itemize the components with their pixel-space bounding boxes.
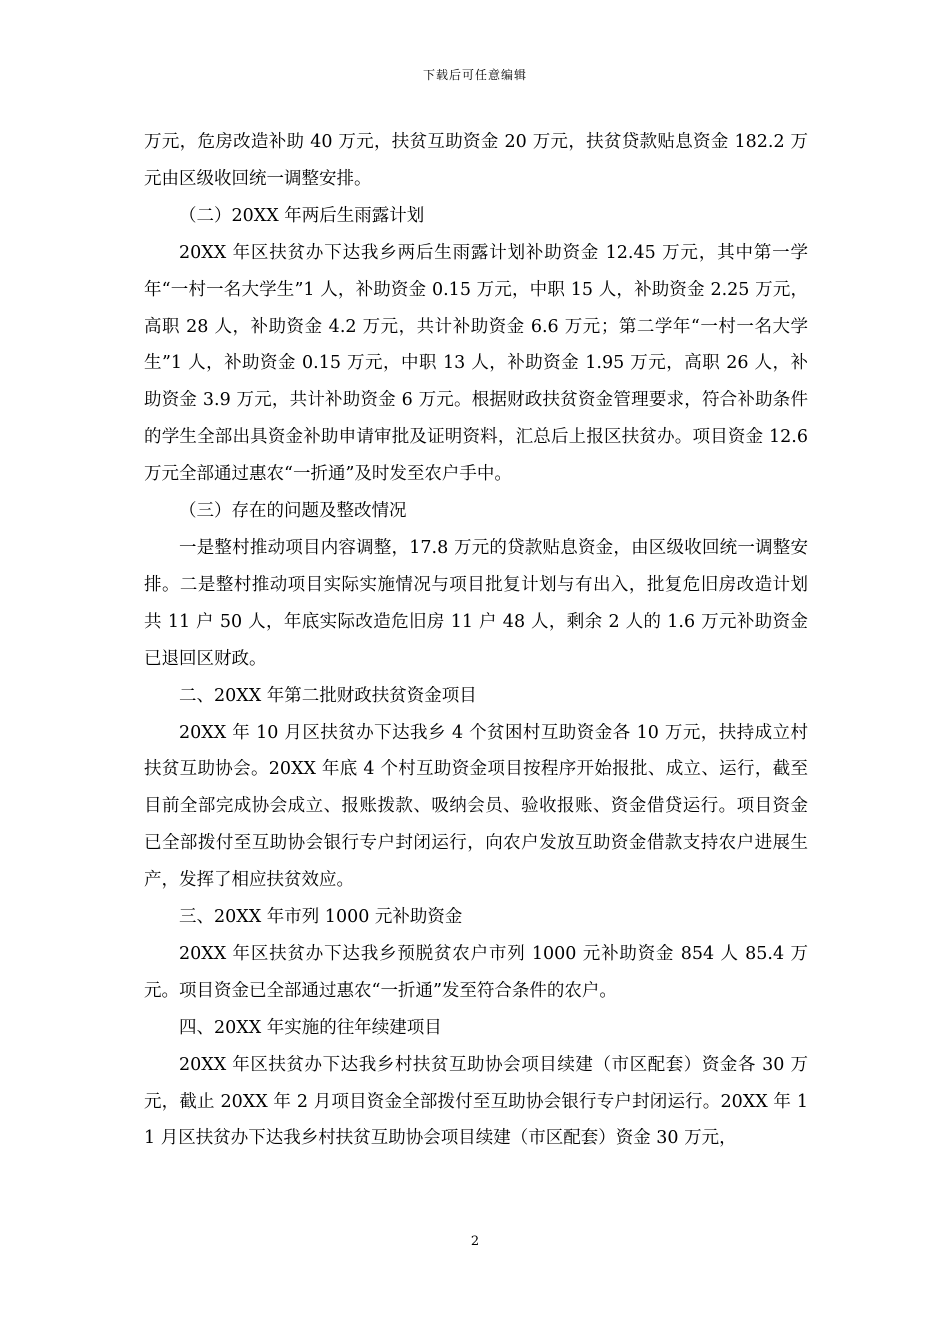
paragraph-rain-dew-plan: 20XX 年区扶贫办下达我乡两后生雨露计划补助资金 12.45 万元，其中第一学年“一村一名大学生”1 人，补助资金 0.15 万元，中职 15 人，补助资金 2.25 万元，高职 28 人，补助资金 4.2 万元，共计补助资金 6.6 万元；第二学年“一村一名大学生”1 人，补助资金 0.15 万元，中职 13 人，补助资金 1.95 万元，高职 26 人，补助资金 3.9 万元，共计补助资金 6 万元。根据财政扶贫资金管理要求，符合补助条件的学生全部出具资金补助申请审批及证明资料，汇总后上报区扶贫办。项目资金 12.6 万元全部通过惠农“一折通”及时发至农户手中。 — [144, 242, 808, 485]
section-heading-issues: （三）存在的问题及整改情况 — [179, 501, 407, 522]
paragraph-issues: 一是整村推动项目内容调整，17.8 万元的贷款贴息资金，由区级收回统一调整安排。二是整村推动项目实际实施情况与项目批复计划与有出入，批复危旧房改造计划共 11 户 50 人，年底实际改造危旧房 11 户 48 人，剩余 2 人的 1.6 万元补助资金已退回区财政。 — [144, 537, 808, 669]
page-header: 下载后可任意编辑 — [422, 68, 527, 82]
paragraph-city-subsidy: 20XX 年区扶贫办下达我乡预脱贫农户市列 1000 元补助资金 854 人 85.4 万元。项目资金已全部通过惠农“一折通”发至符合条件的农户。 — [144, 943, 808, 1001]
paragraph-continuation: 万元，危房改造补助 40 万元，扶贫互助资金 20 万元，扶贫贷款贴息资金 182.2 万元由区级收回统一调整安排。 — [144, 132, 808, 189]
page-number: 2 — [470, 1234, 480, 1249]
paragraph-continued-projects: 20XX 年区扶贫办下达我乡村扶贫互助协会项目续建（市区配套）资金各 30 万元，截止 20XX 年 2 月项目资金全部拨付至互助协会银行专户封闭运行。20XX 年 11 月区扶贫办下达我乡村扶贫互助协会项目续建（市区配套）资金 30 万元， — [144, 1054, 808, 1149]
section-heading-city-subsidy: 三、20XX 年市列 1000 元补助资金 — [179, 907, 463, 928]
section-heading-continued-projects: 四、20XX 年实施的往年续建项目 — [179, 1017, 442, 1038]
document-body — [144, 124, 808, 1157]
paragraph-second-batch: 20XX 年 10 月区扶贫办下达我乡 4 个贫困村互助资金各 10 万元，扶持成立村扶贫互助协会。20XX 年底 4 个村互助资金项目按程序开始报批、成立、运行，截至目前全部完成协会成立、报账拨款、吸纳会员、验收报账、资金借贷运行。项目资金已全部拨付至互助协会银行专户封闭运行，向农户发放互助资金借款支持农户进展生产，发挥了相应扶贫效应。 — [144, 722, 808, 891]
section-heading-rain-dew-plan: （二）20XX 年两后生雨露计划 — [179, 205, 425, 226]
section-heading-second-batch: 二、20XX 年第二批财政扶贫资金项目 — [179, 685, 477, 706]
